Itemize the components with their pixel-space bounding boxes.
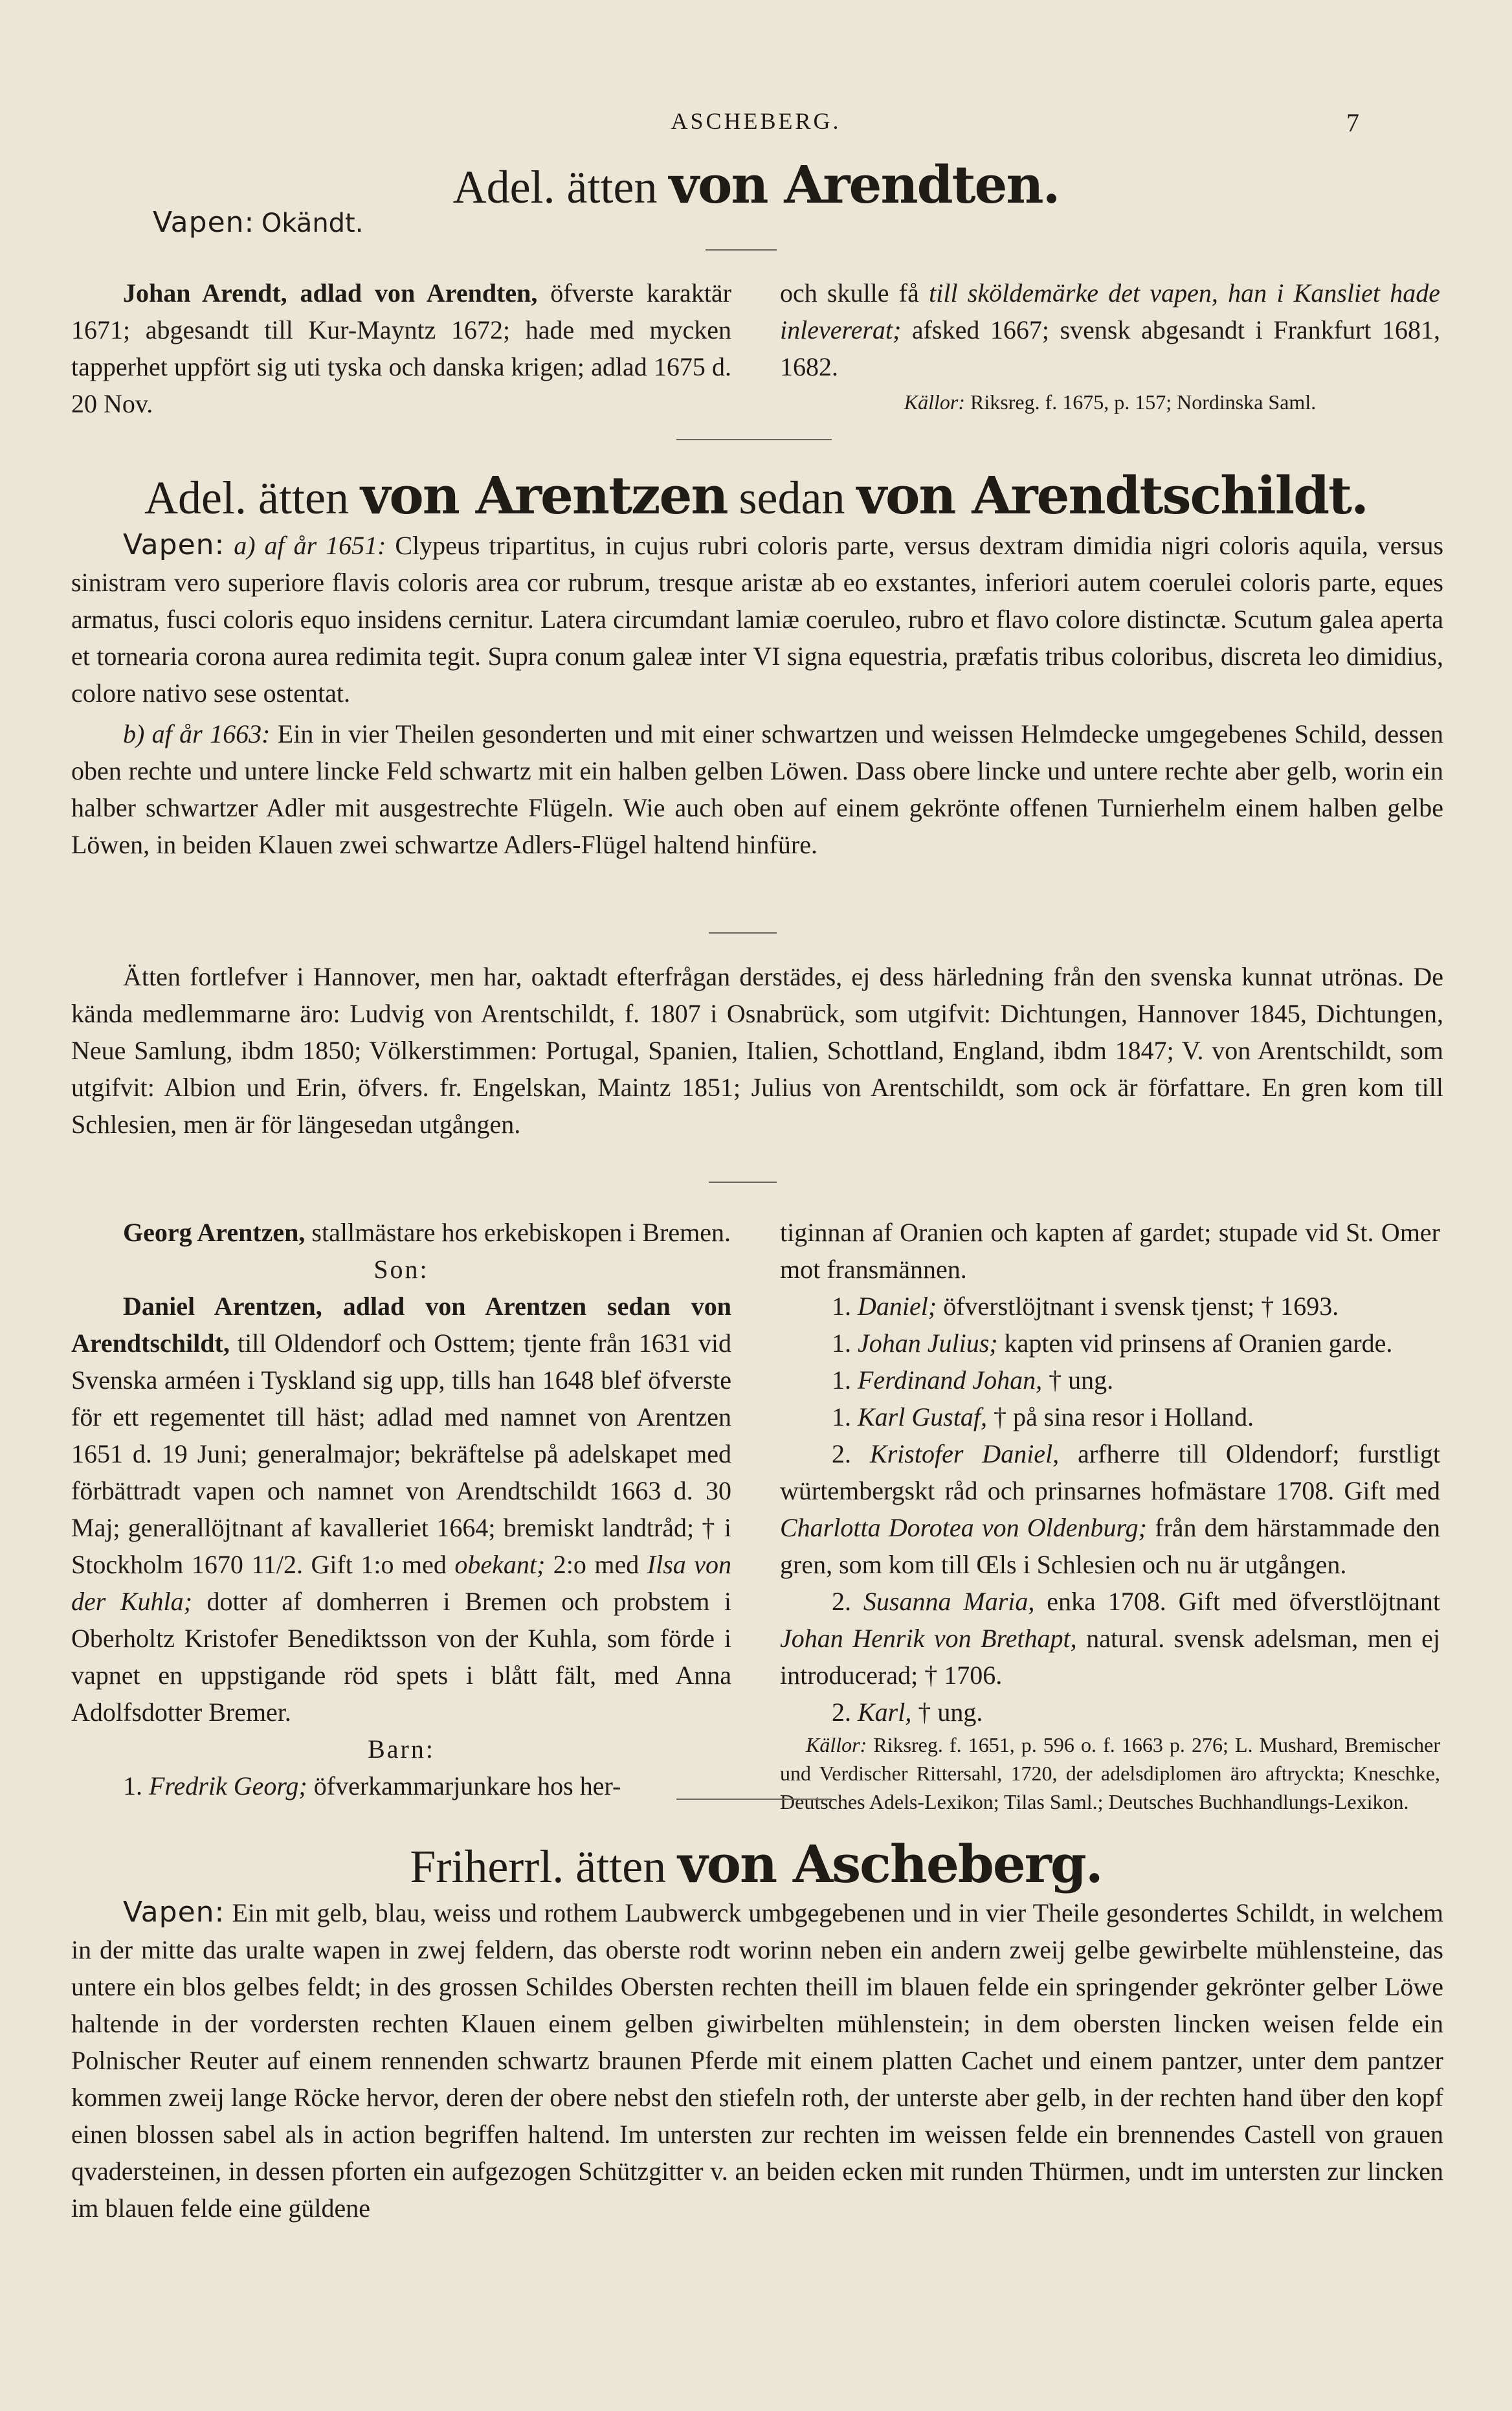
arentzen-coat-of-arms: Vapen: a) af år 1651: Clypeus tripartitus, in cujus rubri coloris parte, versus dextram dimidia nigri coloris aquila, versus sinistram vero superiore flavis coloris area cor rubrum, tresque aristæ ab eo exstantes, inferiori autem coerulei coloris parte, eques armatus, fusci coloris equo insidens cernitur. Latera circumdant lamiæ coeruleo, rubro et flavo colore distinctæ. Scutum galea aperta et tornearia corona aurea redimita tegit. Supra conum galeæ inter VI signa equestria, præfatis tribus coloribus, discreta leo dimidius, colore nativo sese ostentat. b) af år 1663: Ein in vier Theilen gesonderten und mit einer schwartzen und weissen Helmdecke umgegebenes Schild, dessen oben rechte und untere lincke Feld schwartz mit ein halben gelben Löwen. Dass obere lincke und untere rechte aber gelb, worin ein halber schwartzer Adler mit ausgestrechte Flügeln. Wie auch oben auf einem gekrönte offenen Turnierhelm einem halben gelbe Löwen, in beiden Klauen zwei schwartze Adlers-Flügel haltend hinfüre. [71,528,1444,859]
section-title-arentzen: Adel. ätten von Arentzen sedan von Arendtschildt. [144,465,1368,526]
person-name: Daniel Arentzen, adlad von Arentzen sedan von Arendtschildt, [71,1292,731,1358]
arendten-left-column: Johan Arendt, adlad von Arendten, öfverste karaktär 1671; abgesandt till Kur-Mayntz 1672; hade med mycken tapperhet uppfört sig uti tyska och danska krigen; adlad 1675 d. 20 Nov. [71,278,731,418]
ascheberg-coat-of-arms: Vapen: Ein mit gelb, blau, weiss und rothem Laubwerck umbgegebenen und in vier Theile gesondertes Schildt, in welchem in der mitte das uralte wapen in zwej feldern, das oberste rodt worinn neben ein andern zweij gelbe gewirbelte mühlensteine, das untere ein blos gelbes feldt; in des grossen Schildes Obersten rechten theill im blauen felde ein springender gekrönter gelber Löwe haltende in der vordersten rechten Klauen einem gelben giwirbelten mühlenstein; in dem obersten lincken weisen felde ein Polnischer Reuter auf einem rennenden schwartz braunen Pferde mit einem platten Cachet und einem pantzer, unter dem pantzer kommen zweij lange Röcke hervor, deren der obere nebst den stiefeln roth, der unterste aber gelb, in der rechten hand über den kopf einen blossen sabel als in action begriffen haltend. Im untersten zur rechten im weissen felde ein brennendes Castell von grauen qvadersteinen, in dessen pforten ein aufgezogen Schützgitter v. an beiden ecken mit runden Thürmen, undt im untersten zur lincken im blauen felde eine güldene [71,1896,1443,2223]
divider [676,1799,832,1800]
arentzen-history: Ätten fortlefver i Hannover, men har, oaktadt efterfrågan derstädes, ej dess härledning från den svenska kunnat utrönas. De kända medlemmarne äro: Ludvig von Arentschildt, f. 1807 i Osnabrück, som utgifvit: Dichtungen, Hannover 1845, Dichtungen, Neue Samlung, ibdm 1850; Völkerstimmen: Portugal, Spanien, Italien, Schottland, England, ibdm 1847; V. von Arentschildt, som utgifvit: Albion und Erin, öfvers. fr. Engelskan, Maintz 1851; Julius von Arentschildt, som ock är författare. En gren kom till Schlesien, men är för längesedan utgången. [71,962,1443,1139]
vapen-label: Vapen: [123,1896,225,1929]
vapen-line-arendten: Vapen: Okändt. [153,206,364,239]
section-title-arendten: Adel. ätten von Arendten. [452,154,1060,215]
page-number: 7 [1346,108,1359,137]
vapen-label: Vapen: [123,528,225,561]
running-title: ASCHEBERG. [671,108,841,134]
son-label: Son: [373,1255,429,1284]
divider [706,249,777,251]
person-name: Johan Arendt, adlad von Arendten, [123,278,538,308]
sources-label: Källor: [806,1733,867,1756]
sources-label: Källor: [904,390,966,414]
person-name: Georg Arentzen, [123,1218,306,1247]
divider [709,1182,777,1183]
arentzen-right-column: tiginnan af Oranien och kapten af gardet; stupade vid St. Omer mot fransmännen. 1. Daniel; öfverstlöjtnant i svensk tjenst; † 1693. 1. Johan Julius; kapten vid prinsens af Oranien garde. 1. Ferdinand Johan, † ung. 1. Karl Gustaf, † på sina resor i Holland. 2. Kristofer Daniel, arfherre till Oldendorf; furstligt würtembergskt råd och prinsarnes hofmästare 1708. Gift med Charlotta Dorotea von Oldenburg; från dem härstammade den gren, som kom till Œls i Schlesien och nu är utgången. 2. Susanna Maria, enka 1708. Gift med öfverstlöjtnant Johan Henrik von Brethapt, natural. svensk adelsman, men ej introducerad; † 1706. 2. Karl, † ung. Källor: Riksreg. f. 1651, p. 596 o. f. 1663 p. 276; L. Mushard, Bremischer und Verdischer Rittersahl, 1720, der adelsdiplomen äro aftryckta; Kneschke, Deutsches Adels-Lexikon; Tilas Saml.; Deutsches Buchhandlungs-Lexikon. [780,1218,1441,1813]
divider [676,439,832,440]
arentzen-left-column: Georg Arentzen, stallmästare hos erkebiskopen i Bremen. Son: Daniel Arentzen, adlad von Arentzen sedan von Arendtschildt, till Oldendorf och Osttem; tjente från 1631 vid Svenska arméen i Tyskland sig upp, tills han 1648 blef öfverste för ett regementet till häst; adlad med namnet von Arentzen 1651 d. 19 Juni; generalmajor; bekräftelse på adelskapet med förbättradt vapen och namnet von Arendtschildt 1663 d. 30 Maj; generallöjtnant af kavalleriet 1664; bremiskt landtråd; † i Stockholm 1670 11/2. Gift 1:o med obekant; 2:o med Ilsa von der Kuhla; dotter af domherren i Bremen och probstem i Oberholtz Kristofer Benediktsson von der Kuhla, som förde i vapnet en uppstigande röd spets i blått fält, med Anna Adolfsdotter Bremer. Barn: 1. Fredrik Georg; öfverkammarjunkare hos her- [71,1218,732,1800]
children-label: Barn: [368,1734,435,1764]
vapen-label: Vapen: [153,206,255,239]
divider [709,932,777,934]
section-title-ascheberg: Friherrl. ätten von Ascheberg. [410,1833,1102,1894]
arendten-right-column: och skulle få till sköldemärke det vapen, han i Kansliet hade inlevererat; afsked 1667; svensk abgesandt i Frankfurt 1681, 1682. Källor: Riksreg. f. 1675, p. 157; Nordinska Saml. [780,278,1441,414]
